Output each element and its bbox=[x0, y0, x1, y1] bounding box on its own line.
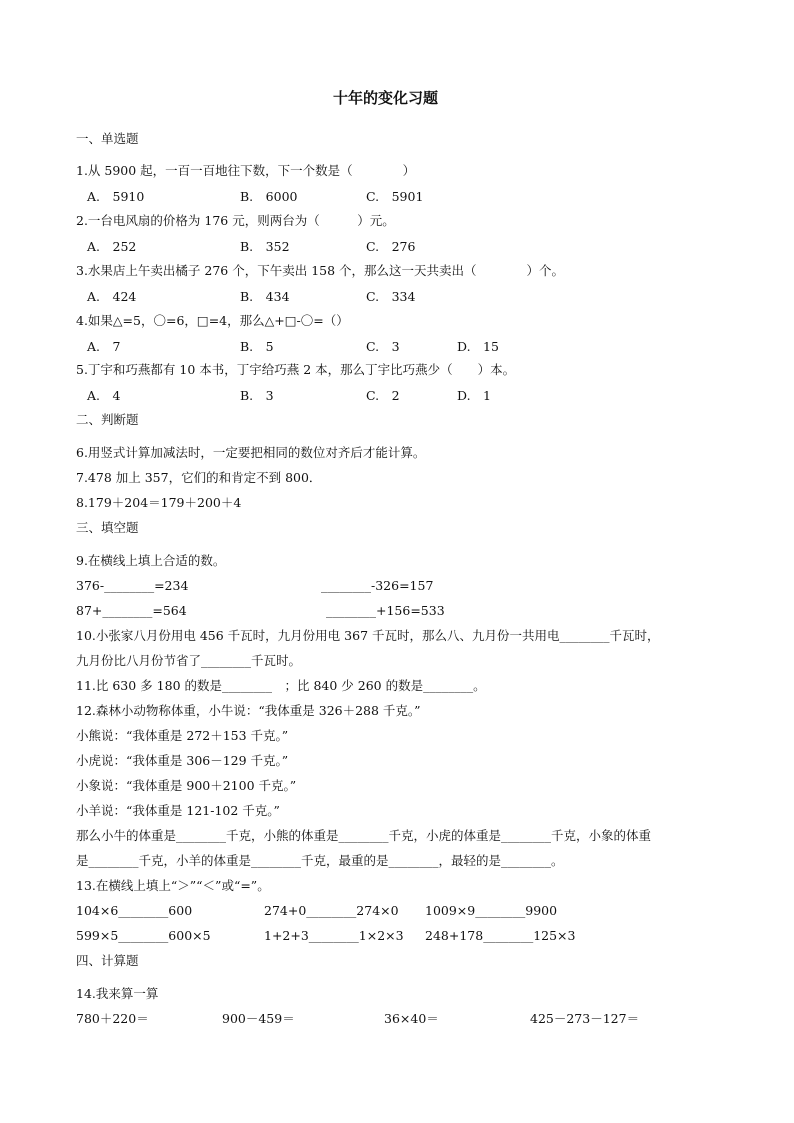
option-d: D. 1 bbox=[457, 388, 492, 403]
calc-item: 36×40＝ bbox=[384, 1011, 439, 1026]
question-12-line: 那么小牛的体重是________千克，小熊的体重是________千克，小虎的体重是________千克，小象的体重 bbox=[76, 828, 652, 843]
question-10-cont: 九月份比八月份节省了________千瓦时。 bbox=[76, 653, 302, 668]
question-10: 10.小张家八月份用电 456 千瓦时，九月份用电 367 千瓦时，那么八、九月份一共用电________千瓦时， bbox=[76, 628, 660, 643]
option-b: B. 6000 bbox=[240, 189, 298, 204]
compare-item: 104×6________600 bbox=[76, 903, 193, 918]
question-2: 2.一台电风扇的价格为 176 元，则两台为（ ）元。 bbox=[76, 213, 395, 228]
calc-item: 900－459＝ bbox=[222, 1011, 295, 1026]
compare-item: 599×5________600×5 bbox=[76, 928, 211, 943]
fill-blank-item: ________+156=533 bbox=[326, 603, 445, 618]
question-12-line: 小羊说：“我体重是 121-102 千克。” bbox=[76, 803, 280, 818]
fill-blank-item: 376-________=234 bbox=[76, 578, 189, 593]
question-12-line: 小象说：“我体重是 900＋2100 千克。” bbox=[76, 778, 297, 793]
option-a: A. 252 bbox=[87, 239, 137, 254]
compare-item: 1+2+3________1×2×3 bbox=[264, 928, 404, 943]
question-12-line: 小虎说：“我体重是 306－129 千克。” bbox=[76, 753, 289, 768]
question-11: 11.比 630 多 180 的数是________ ；比 840 少 260 的数是________。 bbox=[76, 678, 486, 693]
calc-item: 425－273－127＝ bbox=[530, 1011, 640, 1026]
compare-item: 248+178________125×3 bbox=[425, 928, 576, 943]
option-b: B. 434 bbox=[240, 289, 290, 304]
question-1: 1.从 5900 起，一百一百地往下数，下一个数是（ ） bbox=[76, 163, 416, 178]
option-c: C. 5901 bbox=[366, 189, 424, 204]
fill-blank-item: 87+________=564 bbox=[76, 603, 187, 618]
option-d: D. 15 bbox=[457, 339, 499, 354]
question-12: 12.森林小动物称体重，小牛说：“我体重是 326＋288 千克。” bbox=[76, 703, 421, 718]
option-b: B. 352 bbox=[240, 239, 290, 254]
option-a: A. 424 bbox=[87, 289, 137, 304]
calc-item: 780＋220＝ bbox=[76, 1011, 149, 1026]
question-3: 3.水果店上午卖出橘子 276 个，下午卖出 158 个，那么这一天共卖出（ ）个。 bbox=[76, 263, 565, 278]
option-c: C. 276 bbox=[366, 239, 416, 254]
compare-item: 274+0________274×0 bbox=[264, 903, 399, 918]
question-5: 5.丁宇和巧燕都有 10 本书，丁宇给巧燕 2 本，那么丁宇比巧燕少（ ）本。 bbox=[76, 362, 516, 377]
question-7: 7.478 加上 357，它们的和肯定不到 800． bbox=[76, 470, 322, 485]
option-c: C. 334 bbox=[366, 289, 416, 304]
question-12-line: 是________千克，小羊的体重是________千克，最重的是________，最轻的是________。 bbox=[76, 853, 564, 868]
question-4: 4.如果△=5，〇=6，□=4，那么△+□-〇=（） bbox=[76, 313, 349, 328]
option-b: B. 5 bbox=[240, 339, 274, 354]
option-c: C. 2 bbox=[366, 388, 400, 403]
question-9: 9.在横线上填上合适的数。 bbox=[76, 553, 226, 568]
question-8: 8.179＋204＝179＋200＋4 bbox=[76, 495, 242, 510]
option-a: A. 4 bbox=[87, 388, 121, 403]
question-6: 6.用竖式计算加减法时，一定要把相同的数位对齐后才能计算。 bbox=[76, 445, 426, 460]
section-heading: 三、填空题 bbox=[76, 520, 139, 535]
section-heading: 四、计算题 bbox=[76, 953, 139, 968]
question-14: 14.我来算一算 bbox=[76, 986, 159, 1001]
option-a: A. 5910 bbox=[87, 189, 145, 204]
section-heading: 一、单选题 bbox=[76, 131, 139, 146]
option-b: B. 3 bbox=[240, 388, 274, 403]
section-heading: 二、判断题 bbox=[76, 412, 139, 427]
page-title: 十年的变化习题 bbox=[333, 89, 439, 107]
fill-blank-item: ________-326=157 bbox=[321, 578, 434, 593]
option-a: A. 7 bbox=[87, 339, 121, 354]
option-c: C. 3 bbox=[366, 339, 400, 354]
question-12-line: 小熊说：“我体重是 272＋153 千克。” bbox=[76, 728, 289, 743]
question-13: 13.在横线上填上“＞”“＜”或“=”。 bbox=[76, 878, 270, 893]
compare-item: 1009×9________9900 bbox=[425, 903, 558, 918]
